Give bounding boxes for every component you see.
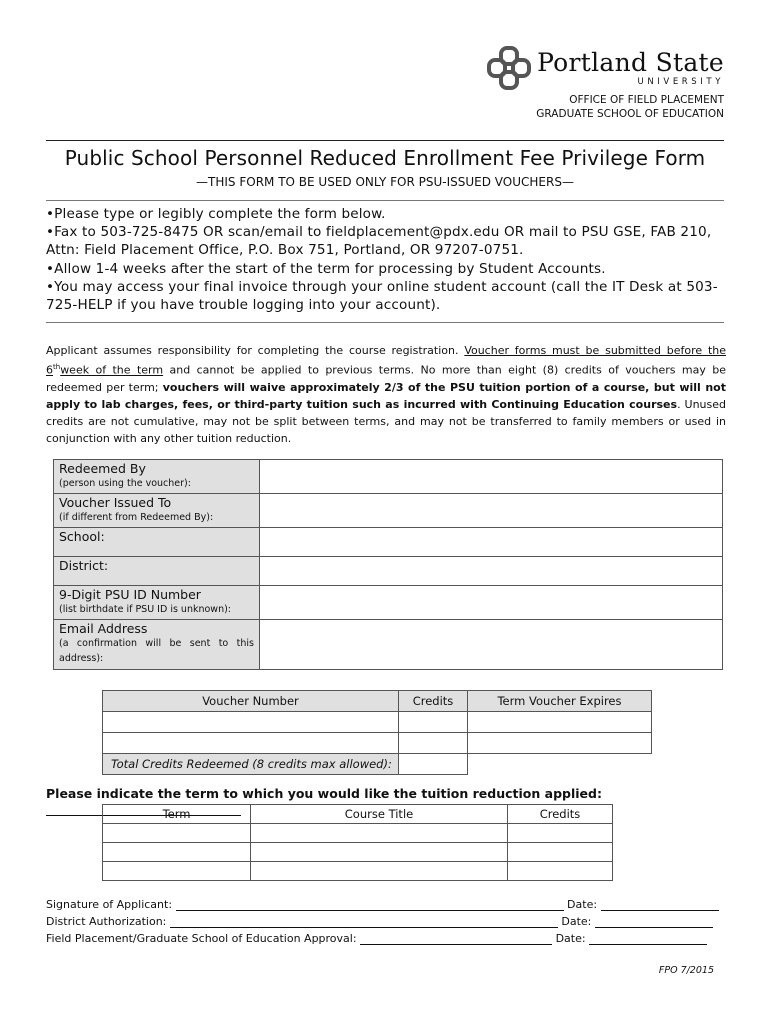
district-date-line[interactable] [595, 927, 713, 928]
field-note: (list birthdate if PSU ID is unknown): [59, 604, 231, 615]
field-label: Email Address [59, 621, 148, 636]
course-title-cell[interactable] [251, 862, 508, 881]
field-label: District: [59, 558, 109, 573]
form-code: FPO 7/2015 [658, 965, 714, 976]
psu-logo-icon [487, 46, 531, 90]
voucher-credits-cell[interactable] [399, 733, 468, 754]
empty-cell [468, 754, 652, 775]
form-subtitle: —THIS FORM TO BE USED ONLY FOR PSU-ISSUED VOUCHERS— [196, 175, 574, 189]
redeemed-by-label [54, 460, 260, 494]
applicant-signature-line[interactable] [176, 910, 564, 911]
voucher-number-header: Voucher Number [103, 691, 399, 712]
course-table [102, 804, 613, 881]
school-label [54, 528, 260, 557]
office-line-2: GRADUATE SCHOOL OF EDUCATION [536, 108, 724, 120]
header-logo-block [464, 46, 724, 121]
psu-id-label [54, 586, 260, 620]
applicant-signature-row [46, 898, 719, 911]
course-title-cell[interactable] [251, 843, 508, 862]
terms-waiver: vouchers will waive approximately 2/3 of the PSU tuition portion of a course, but will not apply to lab charges, fees, or third-party tuition such as incurred with Continuing Education courses [46, 380, 726, 411]
field-note: (if different from Redeemed By): [59, 512, 214, 523]
instructions-list [46, 205, 736, 314]
voucher-issued-to-label [54, 494, 260, 528]
terms-sup: th [53, 363, 61, 371]
approval-date-line[interactable] [589, 944, 707, 945]
terms-text: and cannot be applied to previous terms. No more than eight (8) credits of vouchers may be redeemed per term; [46, 363, 726, 394]
top-divider [46, 140, 724, 141]
psu-id-field[interactable] [260, 586, 723, 620]
field-label: 9-Digit PSU ID Number [59, 587, 201, 602]
applicant-info-table [53, 459, 723, 670]
voucher-expires-cell[interactable] [468, 712, 652, 733]
instruction-item: •Allow 1-4 weeks after the start of the term for processing by Student Accounts. [46, 260, 606, 277]
district-authorization-row [46, 915, 713, 928]
approval-row [46, 932, 707, 945]
course-credits-header: Credits [508, 805, 613, 824]
district-authorization-line[interactable] [170, 927, 558, 928]
voucher-expires-cell[interactable] [468, 733, 652, 754]
term-expires-header: Term Voucher Expires [468, 691, 652, 712]
term-header: Term [103, 805, 251, 824]
course-credits-cell[interactable] [508, 843, 613, 862]
field-note: (person using the voucher): [59, 478, 191, 489]
voucher-number-cell[interactable] [103, 712, 399, 733]
instruction-item: •Fax to 503-725-8475 OR scan/email to fieldplacement@pdx.edu OR mail to PSU GSE, FAB 210, Attn: Field Placement Office, P.O. Box 751, Portland, OR 97207-0751. [46, 224, 712, 259]
credits-header: Credits [399, 691, 468, 712]
district-label [54, 557, 260, 586]
date-label: Date: [561, 915, 592, 928]
district-field[interactable] [260, 557, 723, 586]
form-title: Public School Personnel Reduced Enrollment Fee Privilege Form [64, 146, 706, 170]
voucher-credits-cell[interactable] [399, 712, 468, 733]
course-credits-cell[interactable] [508, 824, 613, 843]
email-label [54, 620, 260, 670]
course-credits-cell[interactable] [508, 862, 613, 881]
date-label: Date: [555, 932, 586, 945]
total-credits-cell[interactable] [399, 754, 468, 775]
terms-paragraph [46, 342, 726, 447]
field-label: School: [59, 529, 105, 544]
instructions-divider [46, 322, 724, 323]
voucher-table [102, 690, 652, 775]
redeemed-by-field[interactable] [260, 460, 723, 494]
voucher-number-cell[interactable] [103, 733, 399, 754]
term-cell[interactable] [103, 824, 251, 843]
logo-university: UNIVERSITY [637, 76, 724, 87]
school-field[interactable] [260, 528, 723, 557]
terms-deadline-week: week of the term [60, 363, 164, 377]
subtitle-divider [46, 200, 724, 201]
approval-signature-line[interactable] [360, 944, 552, 945]
course-title-cell[interactable] [251, 824, 508, 843]
applicant-date-line[interactable] [601, 910, 719, 911]
district-authorization-label: District Authorization: [46, 915, 167, 928]
logo-name: Portland State [537, 47, 724, 77]
applicant-signature-label: Signature of Applicant: [46, 898, 173, 911]
term-question-text: Please indicate the term to which you would like the tuition reduction applied: [46, 786, 602, 801]
field-label: Voucher Issued To [59, 495, 172, 510]
field-label: Redeemed By [59, 461, 146, 476]
office-line-1: OFFICE OF FIELD PLACEMENT [569, 94, 724, 106]
term-cell[interactable] [103, 862, 251, 881]
term-cell[interactable] [103, 843, 251, 862]
terms-text: Applicant assumes responsibility for completing the course registration. [46, 344, 465, 357]
instruction-item: •You may access your final invoice through your online student account (call the IT Desk at 503-725-HELP if you have trouble logging into your account). [46, 278, 718, 314]
terms-deadline: Voucher forms must be submitted before the 6 [46, 344, 727, 377]
email-field[interactable] [260, 620, 723, 670]
voucher-issued-to-field[interactable] [260, 494, 723, 528]
instruction-item: •Please type or legibly complete the form below. [46, 206, 386, 222]
total-credits-label: Total Credits Redeemed (8 credits max allowed): [103, 754, 399, 775]
date-label: Date: [567, 898, 598, 911]
course-title-header: Course Title [251, 805, 508, 824]
approval-label: Field Placement/Graduate School of Education Approval: [46, 932, 357, 945]
terms-text: . Unused credits are not cumulative, may not be split between terms, and may not be transferred to family members or used in conjunction with any other tuition reduction. [46, 397, 727, 445]
field-note: (a confirmation will be sent to this address): [59, 638, 254, 664]
